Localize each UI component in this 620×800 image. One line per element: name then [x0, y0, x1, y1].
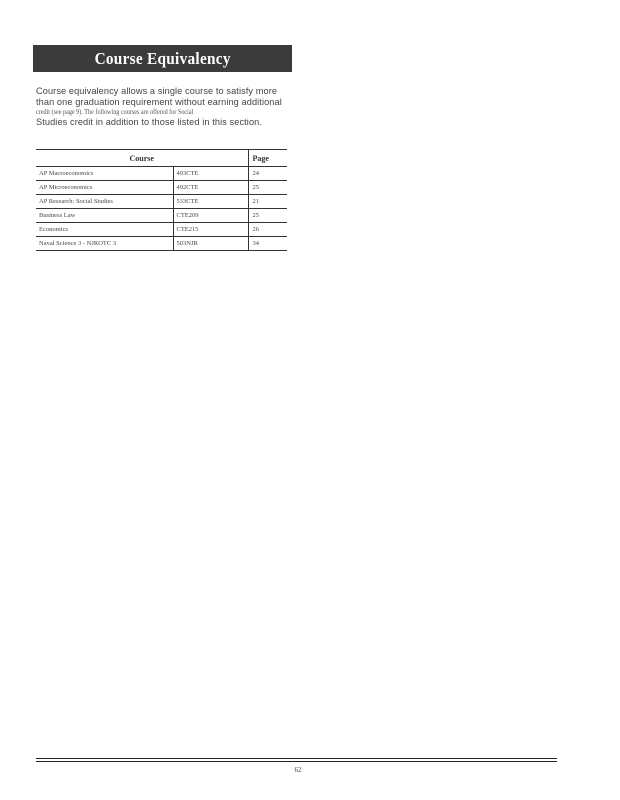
title-banner	[33, 45, 292, 72]
course-code: 493CTE	[173, 167, 248, 181]
page-title: Course Equivalency	[94, 48, 231, 68]
course-page: 25	[248, 209, 287, 223]
intro-line-3: credit (see page 9). The following courses are offered for Social	[36, 108, 194, 116]
course-name: AP Research: Social Studies	[36, 195, 173, 209]
intro-line-2: than one graduation requirement without earning additional	[36, 97, 282, 107]
course-name: Economics	[36, 223, 173, 237]
course-table	[36, 149, 287, 251]
course-code: CTE209	[173, 209, 248, 223]
header-page: Page	[248, 150, 287, 167]
course-page: 34	[248, 237, 287, 251]
table-header-row	[36, 150, 287, 167]
intro-line-4: Studies credit in addition to those listed in this section.	[36, 117, 263, 127]
intro-line-1: Course equivalency allows a single course to satisfy more	[36, 86, 278, 96]
course-page: 25	[248, 181, 287, 195]
course-page: 21	[248, 195, 287, 209]
course-code: 492CTE	[173, 181, 248, 195]
course-code: 503NJR	[173, 237, 248, 251]
course-name: AP Microeconomics	[36, 181, 173, 195]
page-number: 62	[294, 766, 302, 774]
table-row	[36, 167, 287, 181]
footer-divider-bottom	[36, 761, 557, 762]
table-row	[36, 237, 287, 251]
footer-divider-top	[36, 758, 557, 759]
course-code: CTE215	[173, 223, 248, 237]
header-course: Course	[36, 150, 248, 167]
table-row	[36, 195, 287, 209]
course-name: Naval Science 3 - NJROTC 3	[36, 237, 173, 251]
table-row	[36, 209, 287, 223]
course-page: 26	[248, 223, 287, 237]
table-row	[36, 223, 287, 237]
intro-paragraph	[36, 86, 288, 128]
course-code: 533CTE	[173, 195, 248, 209]
course-page: 24	[248, 167, 287, 181]
course-name: Business Law	[36, 209, 173, 223]
table-row	[36, 181, 287, 195]
course-name: AP Macroeconomics	[36, 167, 173, 181]
